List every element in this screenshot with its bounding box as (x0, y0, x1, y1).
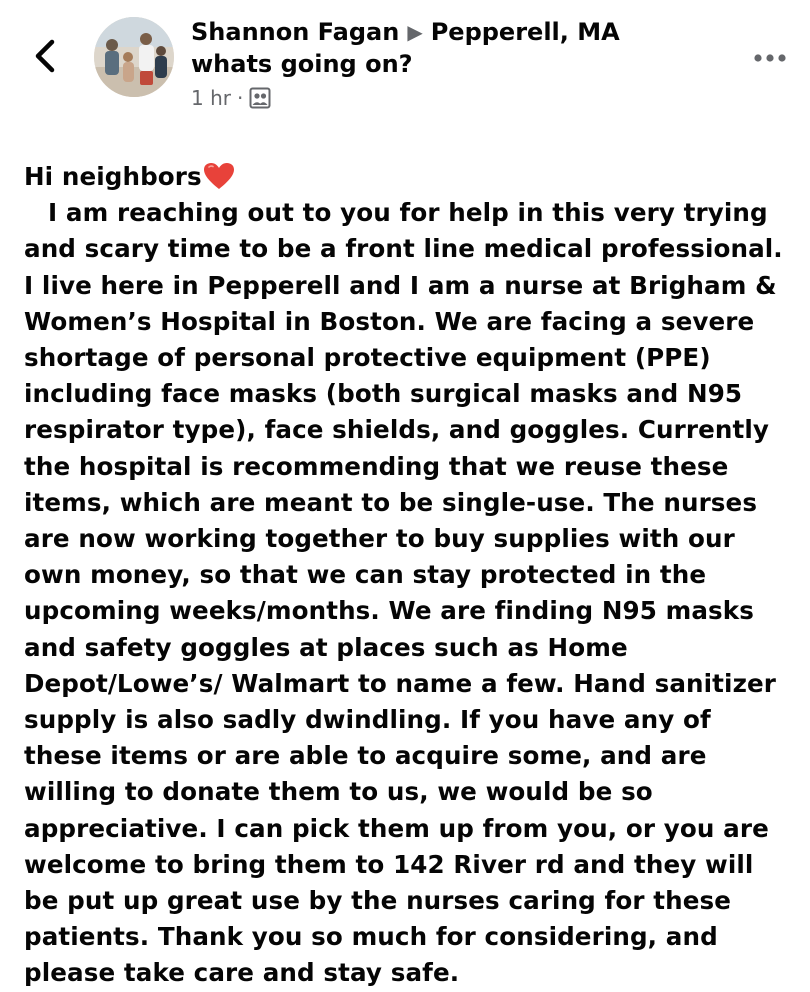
post-meta (191, 85, 731, 111)
post-header (0, 0, 810, 130)
chevron-left-icon (30, 36, 64, 76)
post-timestamp[interactable]: 1 hr (191, 86, 231, 110)
author-name[interactable]: Shannon Fagan (191, 18, 400, 46)
more-options-button[interactable] (752, 50, 788, 66)
avatar-photo (94, 17, 174, 97)
author-group-line (191, 16, 731, 48)
post-greeting (24, 159, 794, 195)
post-header-text (191, 16, 731, 111)
group-privacy-icon (249, 87, 271, 109)
post-title: whats going on? (191, 50, 413, 78)
post-message: I am reaching out to you for help in this very trying and scary time to be a front line medical professional. I live here in Pepperell and I am a nurse at Brigham & Women’s Hospital in Boston. We are facing a severe shortage of personal protective equipment (PPE) including face masks (both surgical masks and N95 respirator type), face shields, and goggles. Currently the hospital is recommending that we reuse these items, which are meant to be single-use. The nurses are now working together to buy supplies with our own money, so that we can stay protected in the upcoming weeks/months. We are finding N95 masks and safety goggles at places such as Home Depot/Lowe’s/ Walmart to name a few. Hand sanitizer supply is also sadly dwindling. If you have any of these items or are able to acquire some, and are willing to donate them to us, we would be so appreciative. I can pick them up from you, or you are welcome to bring them to 142 River rd and they will be put up great use by the nurses caring for these patients. Thank you so much for considering, and please take care and stay safe. (24, 198, 783, 988)
post-body (24, 159, 794, 992)
group-name[interactable]: Pepperell, MA (430, 18, 620, 46)
back-button[interactable] (30, 36, 64, 76)
triangle-right-icon: ▶ (407, 20, 423, 44)
avatar[interactable] (94, 17, 174, 97)
more-horizontal-icon (752, 50, 788, 66)
red-heart-icon (203, 162, 235, 190)
meta-separator: · (236, 86, 244, 110)
greeting-text: Hi neighbors (24, 162, 202, 191)
